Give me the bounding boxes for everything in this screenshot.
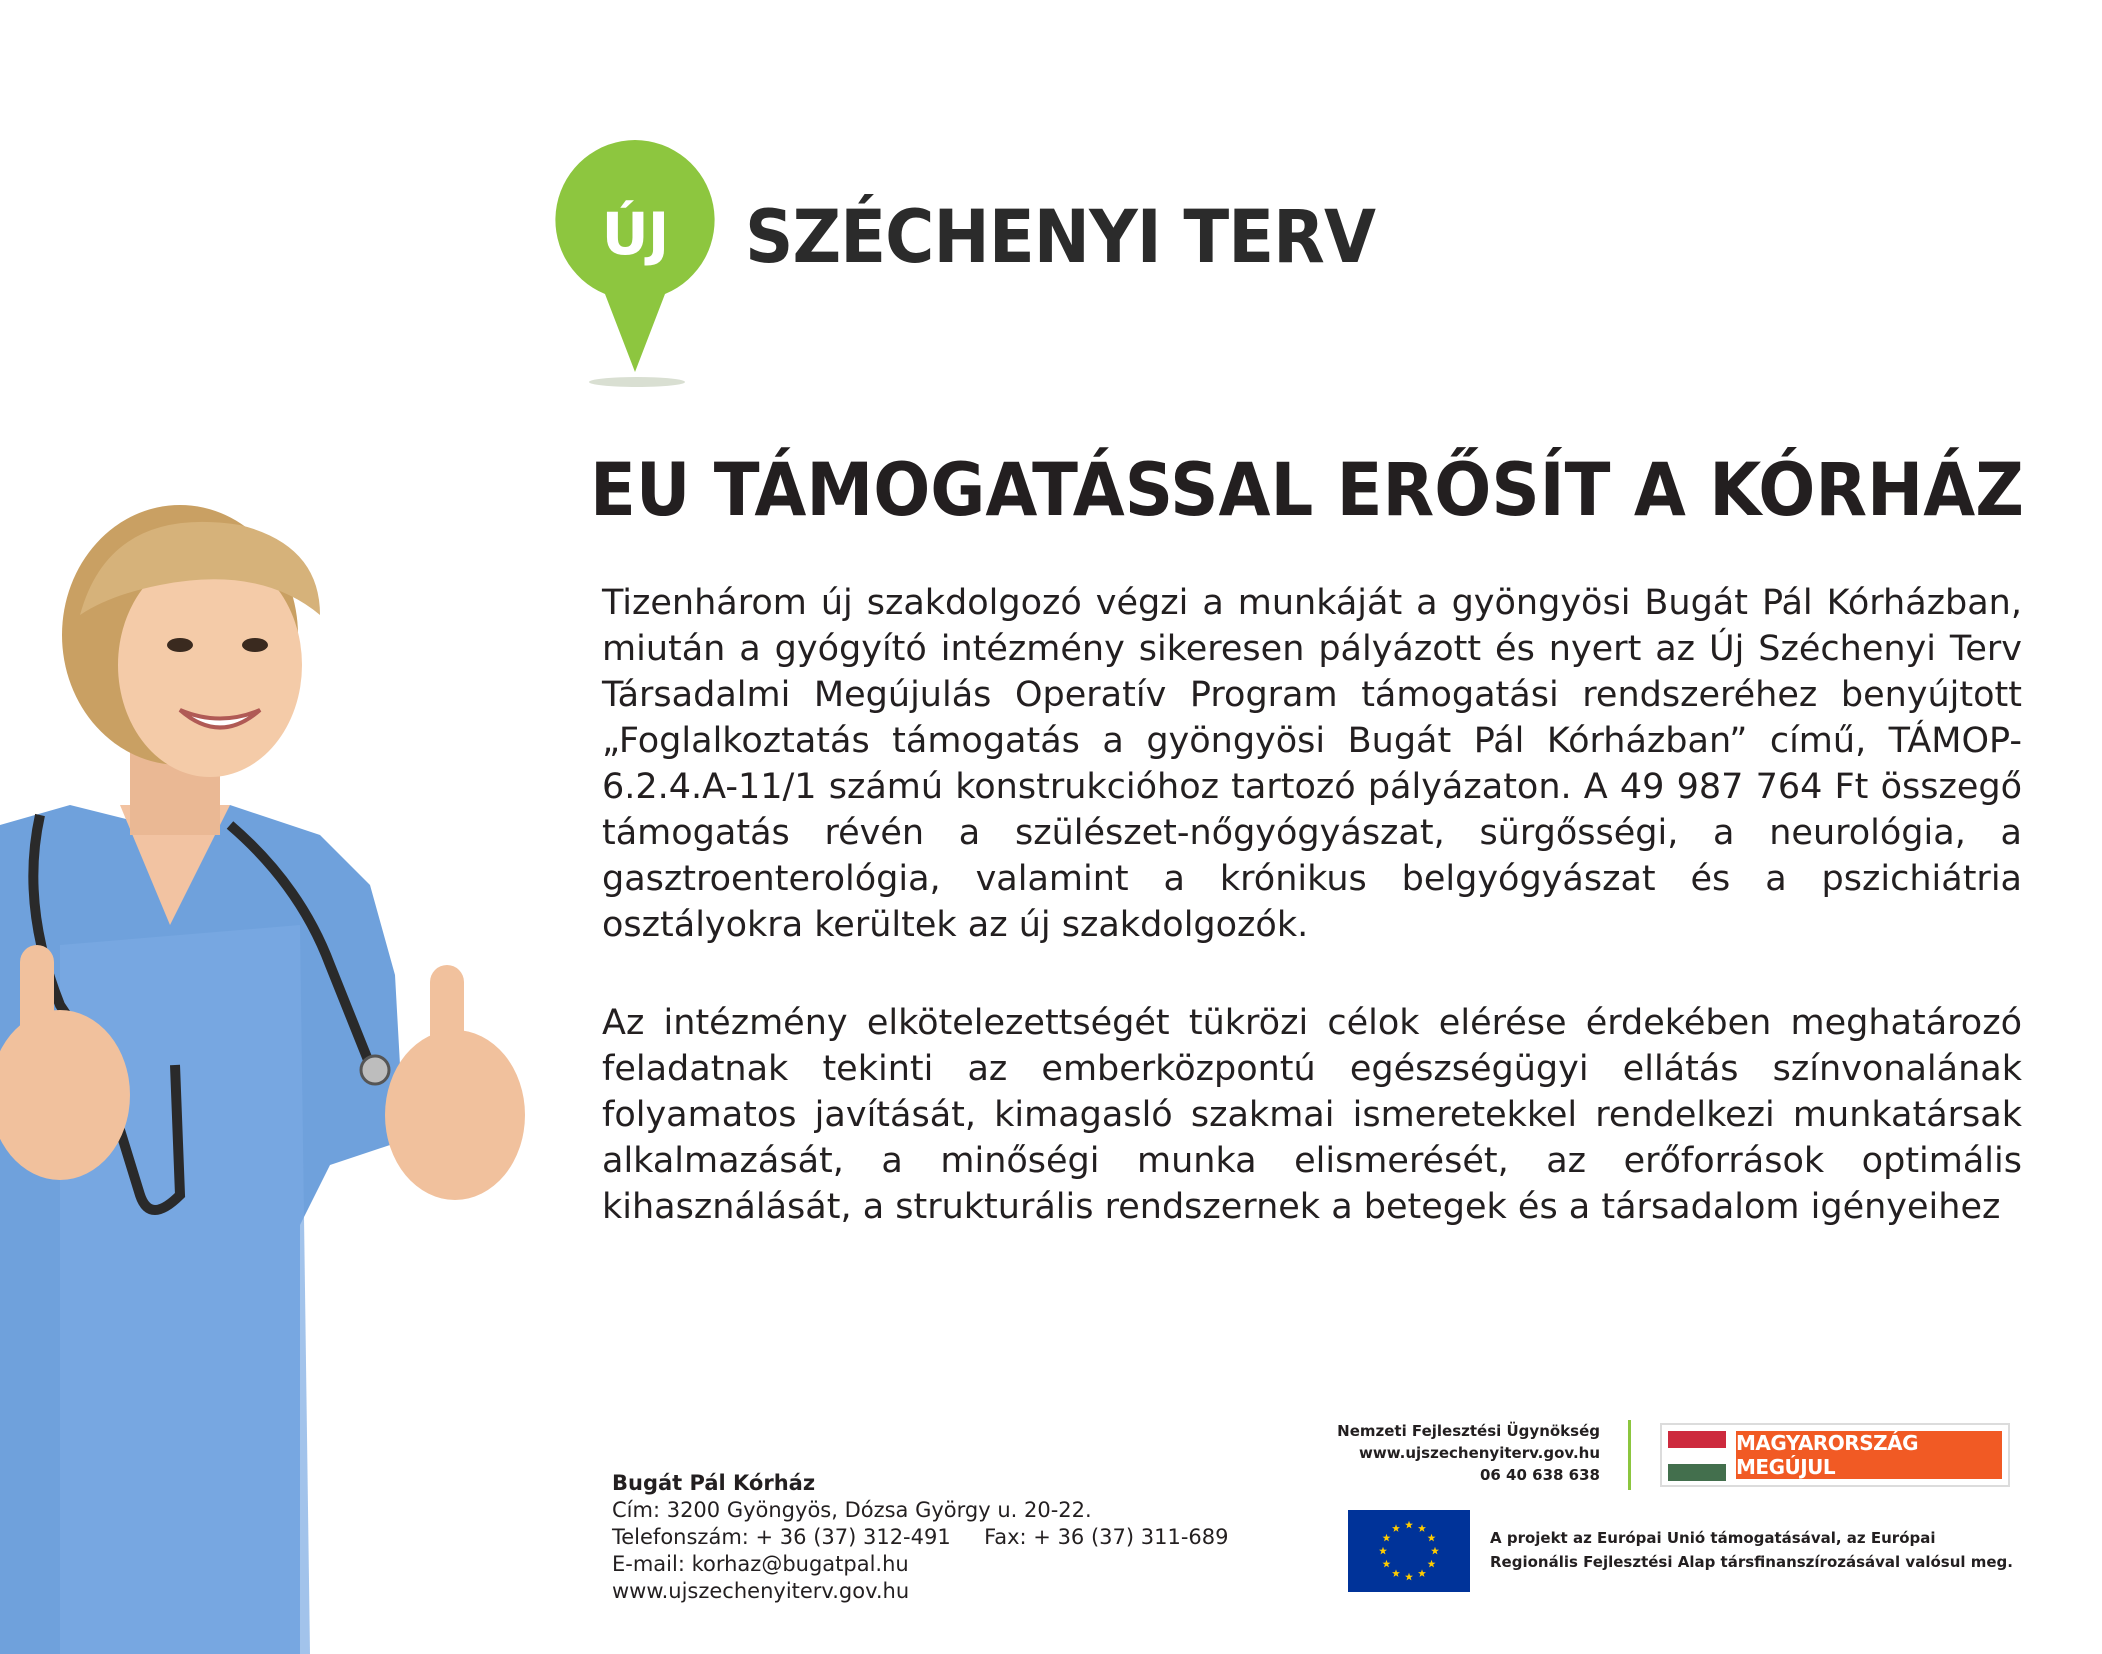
badge-label: MAGYARORSZÁG MEGÚJUL: [1736, 1431, 2002, 1479]
hungarian-flag-icon: [1668, 1431, 1726, 1481]
logo-badge-text: ÚJ: [601, 200, 669, 268]
contact-email: E-mail: korhaz@bugatpal.hu: [612, 1552, 909, 1576]
eu-funding-statement: [1490, 1526, 2050, 1574]
contact-block: [612, 1470, 1332, 1605]
szechenyi-terv-logo: [555, 140, 1415, 400]
hospital-name: Bugát Pál Kórház: [612, 1471, 816, 1495]
eu-flag-icon: [1348, 1510, 1470, 1592]
agency-web: www.ujszechenyiterv.gov.hu: [1359, 1444, 1600, 1462]
agency-block: [1300, 1420, 1600, 1486]
headline: EU TÁMOGATÁSSAL ERŐSÍT A KÓRHÁZ: [590, 448, 2024, 533]
nurse-photo: [0, 505, 580, 1654]
contact-address: Cím: 3200 Gyöngyös, Dózsa György u. 20-22.: [612, 1498, 1092, 1522]
divider: [1628, 1420, 1631, 1490]
agency-phone: 06 40 638 638: [1479, 1466, 1600, 1484]
contact-phone-fax: Telefonszám: + 36 (37) 312-491 Fax: + 36 (37) 311-689: [612, 1525, 1229, 1549]
body-paragraph-1: Tizenhárom új szakdolgozó végzi a munkáját a gyöngyösi Bugát Pál Kórházban, miután a gyógyító intézmény sikeresen pályázott és nyert az Új Széchenyi Terv Társadalmi Megújulás Operatív Program támogatási rendszeréhez benyújtott „Foglalkoztatás támogatás a gyöngyösi Bugát Pál Kórházban” című, TÁMOP-6.2.4.A-11/1 számú konstrukcióhoz tartozó pályázaton. A 49 987 764 Ft összegő támogatás révén a szülészet-nőgyógyászat, sürgősségi, a neurológia, a gasztroenterológia, valamint a krónikus belgyógyászat és a pszichiátria osztályokra kerültek az új szakdolgozók.: [602, 583, 2022, 945]
agency-name: Nemzeti Fejlesztési Ügynökség: [1337, 1422, 1600, 1440]
eu-text-line-2: Regionális Fejlesztési Alap társfinanszírozásával valósul meg.: [1490, 1553, 2013, 1571]
contact-web: www.ujszechenyiterv.gov.hu: [612, 1579, 910, 1603]
logo-name: SZÉCHENYI TERV: [745, 195, 1376, 280]
eu-text-line-1: A projekt az Európai Unió támogatásával, az Európai: [1490, 1529, 1936, 1547]
body-paragraph-2: Az intézmény elkötelezettségét tükrözi célok elérése érdekében meghatározó feladatnak tekinti az emberközpontú egészségügyi ellátás színvonalának folyamatos javítását, kimagasló szakmai ismeretekkel rendelkezi munkatársak alkalmazását, a minőségi munka elismerését, az erőforrások optimális kihasználását, a strukturális rendszernek a betegek és a társadalom igényeihez: [602, 1003, 2022, 1227]
magyarorszag-megujul-badge: [1660, 1423, 2010, 1487]
